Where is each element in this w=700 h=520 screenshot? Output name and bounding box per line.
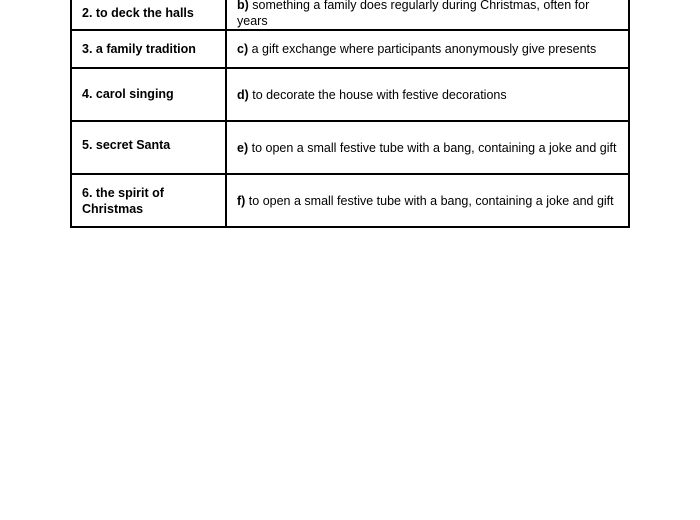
definition-letter: f) <box>237 193 246 208</box>
definition-text: to open a small festive tube with a bang, containing a joke and gift <box>248 140 617 155</box>
definition-cell <box>226 121 629 174</box>
definition-text: to decorate the house with festive decorations <box>248 87 507 102</box>
table-row <box>71 174 629 227</box>
definition-text: to open a small festive tube with a bang, containing a joke and gift <box>245 193 614 208</box>
definition-cell <box>226 68 629 121</box>
definition-cell <box>226 0 629 30</box>
term-cell <box>71 68 226 121</box>
term-cell <box>71 0 226 30</box>
term-text: 3. a family tradition <box>82 42 196 56</box>
table-row <box>71 68 629 121</box>
term-text: 5. secret Santa <box>82 137 171 152</box>
definition-cell <box>226 30 629 68</box>
definition-cell <box>226 174 629 227</box>
definition-letter: c) <box>237 42 249 56</box>
definition-letter: b) <box>237 0 249 12</box>
definition-text: a gift exchange where participants anonymously give presents <box>248 42 597 56</box>
definition-text: something a family does regularly during Christmas, often for years <box>237 0 590 28</box>
term-text: 4. carol singing <box>82 86 174 101</box>
term-text: 2. to deck the halls <box>82 5 194 20</box>
term-text: 6. the spirit of Christmas <box>82 185 164 216</box>
term-cell <box>71 174 226 227</box>
table-row <box>71 30 629 68</box>
term-cell <box>71 121 226 174</box>
term-cell <box>71 30 226 68</box>
vocabulary-matching-table <box>70 0 630 228</box>
definition-letter: d) <box>237 87 249 102</box>
table-row <box>71 0 629 30</box>
definition-letter: e) <box>237 140 249 155</box>
table-row <box>71 121 629 174</box>
